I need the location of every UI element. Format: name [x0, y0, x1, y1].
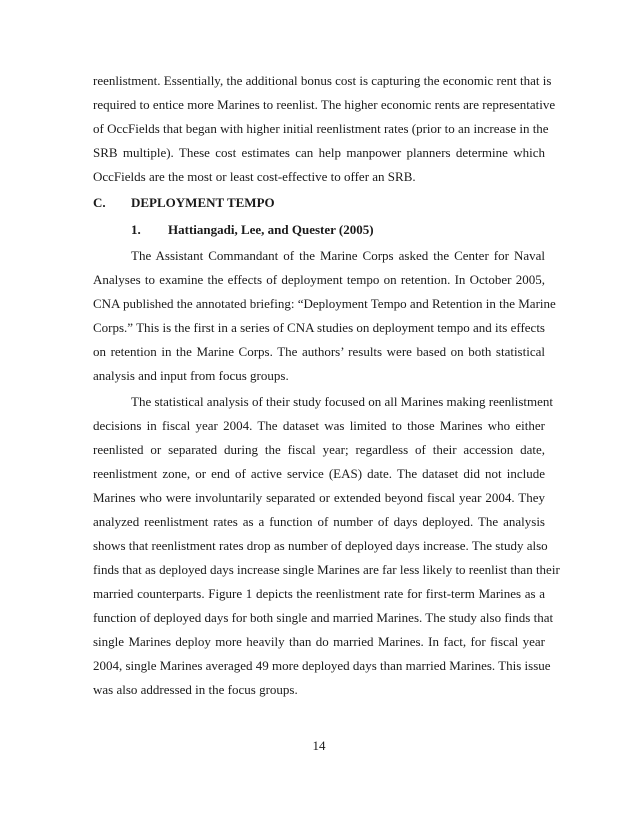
text-line: function of deployed days for both single and married Marines. The study also finds that	[93, 610, 554, 625]
page-number: 14	[312, 738, 326, 753]
text-line: of OccFields that began with higher initial reenlistment rates (prior to an increase in the	[93, 121, 549, 136]
text-line: CNA published the annotated briefing: “Deployment Tempo and Retention in the Marine	[93, 296, 556, 311]
section-title: DEPLOYMENT TEMPO	[131, 195, 275, 210]
text-line: married counterparts. Figure 1 depicts the reenlistment rate for first-term Marines as a	[93, 586, 545, 601]
text-line: reenlistment. Essentially, the additional bonus cost is capturing the economic rent that is	[93, 73, 552, 88]
text-line: Analyses to examine the effects of deployment tempo on retention. In October 2005,	[93, 272, 545, 287]
text-line: The statistical analysis of their study focused on all Marines making reenlistment	[131, 394, 554, 409]
text-line: Marines who were involuntarily separated or extended beyond fiscal year 2004. They	[93, 490, 545, 505]
text-line: OccFields are the most or least cost-effective to offer an SRB.	[93, 169, 416, 184]
text-line: was also addressed in the focus groups.	[93, 682, 298, 697]
text-line: shows that reenlistment rates drop as number of deployed days increase. The study also	[93, 538, 548, 553]
text-line: finds that as deployed days increase single Marines are far less likely to reenlist than their	[93, 562, 560, 577]
text-line: Corps.” This is the first in a series of CNA studies on deployment tempo and its effects	[93, 320, 545, 335]
text-line: SRB multiple). These cost estimates can help manpower planners determine which	[93, 145, 545, 160]
text-line: 2004, single Marines averaged 49 more deployed days than married Marines. This issue	[93, 658, 551, 673]
subsection-title: Hattiangadi, Lee, and Quester (2005)	[168, 222, 374, 237]
text-line: single Marines deploy more heavily than do married Marines. In fact, for fiscal year	[93, 634, 545, 649]
text-line: analysis and input from focus groups.	[93, 368, 289, 383]
text-line: decisions in fiscal year 2004. The dataset was limited to those Marines who either	[93, 418, 545, 433]
text-line: The Assistant Commandant of the Marine Corps asked the Center for Naval	[131, 248, 545, 263]
section-letter: C.	[93, 195, 106, 210]
text-line: reenlistment zone, or end of active service (EAS) date. The dataset did not include	[93, 466, 545, 481]
text-line: on retention in the Marine Corps. The authors’ results were based on both statistical	[93, 344, 545, 359]
subsection-number: 1.	[131, 222, 141, 237]
text-line: required to entice more Marines to reenlist. The higher economic rents are representative	[93, 97, 556, 112]
text-line: analyzed reenlistment rates as a function of number of days deployed. The analysis	[93, 514, 545, 529]
text-line: reenlisted or separated during the fiscal year; regardless of their accession date,	[93, 442, 545, 457]
